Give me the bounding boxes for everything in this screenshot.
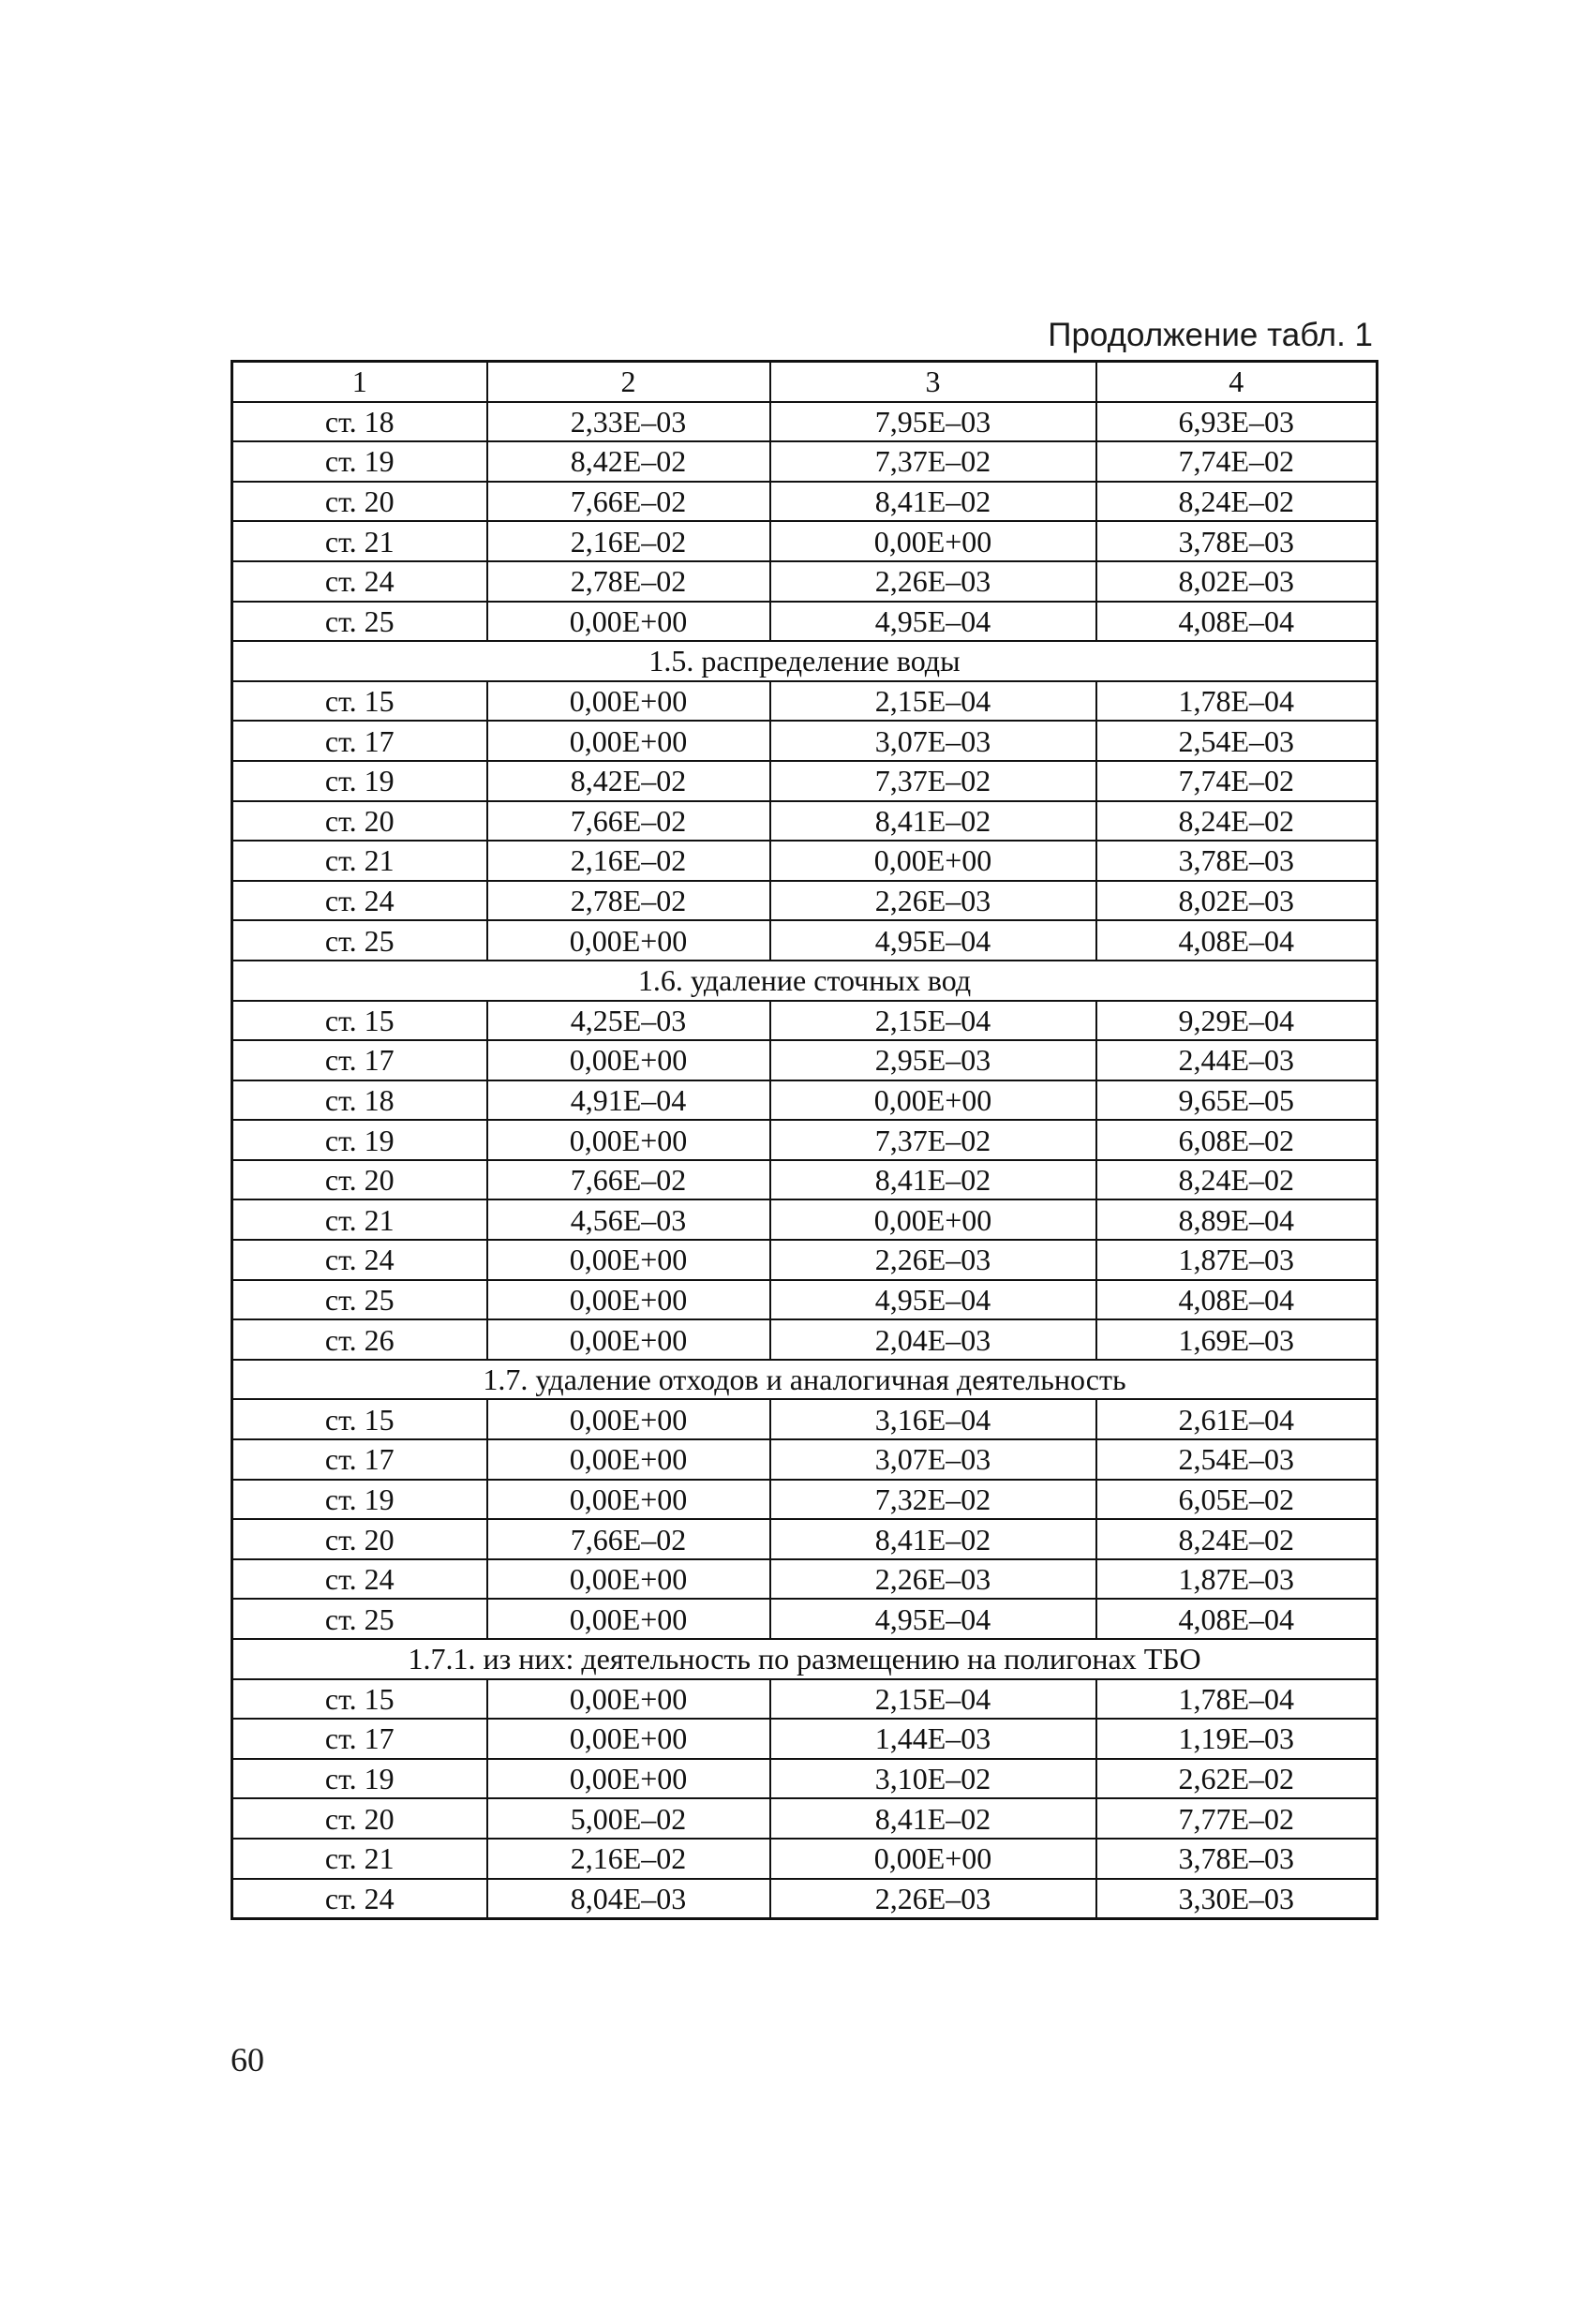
- value-cell: 2,04E–03: [770, 1319, 1096, 1360]
- row-label-cell: ст. 15: [232, 1679, 487, 1720]
- row-label-cell: ст. 19: [232, 1120, 487, 1160]
- value-cell: 8,24E–02: [1096, 482, 1378, 522]
- value-cell: 4,25E–03: [487, 1001, 770, 1041]
- table-row: [232, 1240, 1378, 1280]
- table-row: [232, 1080, 1378, 1121]
- value-cell: 2,16E–02: [487, 521, 770, 561]
- section-header-row: [232, 1360, 1378, 1400]
- value-cell: 1,87E–03: [1096, 1559, 1378, 1600]
- table-row: [232, 1160, 1378, 1200]
- table-row: [232, 1319, 1378, 1360]
- value-cell: 8,41E–02: [770, 801, 1096, 842]
- value-cell: 8,41E–02: [770, 482, 1096, 522]
- table-row: [232, 561, 1378, 602]
- table-row: [232, 1519, 1378, 1559]
- row-label-cell: ст. 19: [232, 441, 487, 482]
- value-cell: 0,00E+00: [770, 521, 1096, 561]
- row-label-cell: ст. 17: [232, 721, 487, 761]
- value-cell: 7,37E–02: [770, 761, 1096, 801]
- value-cell: 0,00E+00: [487, 1480, 770, 1520]
- row-label-cell: ст. 21: [232, 1839, 487, 1879]
- value-cell: 0,00E+00: [487, 1319, 770, 1360]
- value-cell: 3,78E–03: [1096, 841, 1378, 881]
- row-label-cell: ст. 15: [232, 681, 487, 722]
- value-cell: 8,24E–02: [1096, 1160, 1378, 1200]
- value-cell: 0,00E+00: [487, 1439, 770, 1480]
- value-cell: 1,78E–04: [1096, 681, 1378, 722]
- table-row: [232, 1199, 1378, 1240]
- value-cell: 9,65E–05: [1096, 1080, 1378, 1121]
- value-cell: 3,16E–04: [770, 1399, 1096, 1439]
- table-row: [232, 602, 1378, 642]
- value-cell: 4,91E–04: [487, 1080, 770, 1121]
- table-row: [232, 721, 1378, 761]
- section-title: 1.7. удаление отходов и аналогичная деятельность: [232, 1360, 1378, 1400]
- value-cell: 8,41E–02: [770, 1160, 1096, 1200]
- value-cell: 6,08E–02: [1096, 1120, 1378, 1160]
- value-cell: 1,87E–03: [1096, 1240, 1378, 1280]
- value-cell: 2,15E–04: [770, 1679, 1096, 1720]
- value-cell: 2,16E–02: [487, 841, 770, 881]
- value-cell: 0,00E+00: [770, 1080, 1096, 1121]
- section-header-row: [232, 1639, 1378, 1679]
- row-label-cell: ст. 24: [232, 881, 487, 921]
- column-header: 3: [770, 362, 1096, 402]
- value-cell: 2,33E–03: [487, 402, 770, 442]
- value-cell: 6,93E–03: [1096, 402, 1378, 442]
- value-cell: 7,37E–02: [770, 441, 1096, 482]
- table-row: [232, 1759, 1378, 1799]
- value-cell: 2,62E–02: [1096, 1759, 1378, 1799]
- value-cell: 2,95E–03: [770, 1040, 1096, 1080]
- value-cell: 7,77E–02: [1096, 1798, 1378, 1839]
- value-cell: 8,89E–04: [1096, 1199, 1378, 1240]
- row-label-cell: ст. 20: [232, 1798, 487, 1839]
- value-cell: 3,07E–03: [770, 721, 1096, 761]
- value-cell: 0,00E+00: [487, 602, 770, 642]
- row-label-cell: ст. 24: [232, 1240, 487, 1280]
- row-label-cell: ст. 20: [232, 482, 487, 522]
- value-cell: 0,00E+00: [487, 1040, 770, 1080]
- value-cell: 7,66E–02: [487, 1519, 770, 1559]
- page-number: 60: [231, 2041, 264, 2078]
- value-cell: 2,15E–04: [770, 1001, 1096, 1041]
- row-label-cell: ст. 24: [232, 1559, 487, 1600]
- value-cell: 4,95E–04: [770, 920, 1096, 961]
- row-label-cell: ст. 25: [232, 1280, 487, 1320]
- table-row: [232, 841, 1378, 881]
- value-cell: 2,54E–03: [1096, 1439, 1378, 1480]
- value-cell: 0,00E+00: [770, 841, 1096, 881]
- value-cell: 2,26E–03: [770, 561, 1096, 602]
- section-title: 1.6. удаление сточных вод: [232, 961, 1378, 1001]
- table-row: [232, 1001, 1378, 1041]
- column-header: 1: [232, 362, 487, 402]
- table-row: [232, 1719, 1378, 1759]
- row-label-cell: ст. 24: [232, 1879, 487, 1919]
- value-cell: 0,00E+00: [487, 1559, 770, 1600]
- value-cell: 0,00E+00: [487, 721, 770, 761]
- row-label-cell: ст. 18: [232, 1080, 487, 1121]
- value-cell: 4,08E–04: [1096, 602, 1378, 642]
- column-header: 4: [1096, 362, 1378, 402]
- table-header-row: [232, 362, 1378, 402]
- table-body: [232, 402, 1378, 1919]
- value-cell: 4,08E–04: [1096, 1599, 1378, 1639]
- value-cell: 8,42E–02: [487, 761, 770, 801]
- row-label-cell: ст. 17: [232, 1439, 487, 1480]
- row-label-cell: ст. 20: [232, 1160, 487, 1200]
- value-cell: 2,26E–03: [770, 1559, 1096, 1600]
- value-cell: 0,00E+00: [487, 1280, 770, 1320]
- value-cell: 7,95E–03: [770, 402, 1096, 442]
- value-cell: 4,56E–03: [487, 1199, 770, 1240]
- row-label-cell: ст. 19: [232, 761, 487, 801]
- value-cell: 2,26E–03: [770, 1240, 1096, 1280]
- table-row: [232, 1599, 1378, 1639]
- value-cell: 0,00E+00: [487, 1120, 770, 1160]
- table-row: [232, 1120, 1378, 1160]
- value-cell: 1,69E–03: [1096, 1319, 1378, 1360]
- row-label-cell: ст. 25: [232, 1599, 487, 1639]
- table-row: [232, 1879, 1378, 1919]
- row-label-cell: ст. 15: [232, 1399, 487, 1439]
- row-label-cell: ст. 17: [232, 1719, 487, 1759]
- value-cell: 1,44E–03: [770, 1719, 1096, 1759]
- value-cell: 2,26E–03: [770, 881, 1096, 921]
- value-cell: 4,95E–04: [770, 602, 1096, 642]
- row-label-cell: ст. 21: [232, 521, 487, 561]
- row-label-cell: ст. 25: [232, 920, 487, 961]
- row-label-cell: ст. 25: [232, 602, 487, 642]
- value-cell: 0,00E+00: [487, 1399, 770, 1439]
- value-cell: 2,54E–03: [1096, 721, 1378, 761]
- value-cell: 3,07E–03: [770, 1439, 1096, 1480]
- row-label-cell: ст. 20: [232, 801, 487, 842]
- section-header-row: [232, 641, 1378, 681]
- value-cell: 3,10E–02: [770, 1759, 1096, 1799]
- value-cell: 7,32E–02: [770, 1480, 1096, 1520]
- value-cell: 4,08E–04: [1096, 920, 1378, 961]
- table-row: [232, 1839, 1378, 1879]
- value-cell: 7,37E–02: [770, 1120, 1096, 1160]
- row-label-cell: ст. 20: [232, 1519, 487, 1559]
- value-cell: 7,66E–02: [487, 801, 770, 842]
- value-cell: 0,00E+00: [487, 1599, 770, 1639]
- table-row: [232, 1040, 1378, 1080]
- data-table: [231, 360, 1378, 1920]
- value-cell: 8,24E–02: [1096, 801, 1378, 842]
- value-cell: 0,00E+00: [487, 1240, 770, 1280]
- value-cell: 4,95E–04: [770, 1599, 1096, 1639]
- value-cell: 8,24E–02: [1096, 1519, 1378, 1559]
- value-cell: 2,26E–03: [770, 1879, 1096, 1919]
- value-cell: 0,00E+00: [770, 1199, 1096, 1240]
- row-label-cell: ст. 19: [232, 1759, 487, 1799]
- value-cell: 1,19E–03: [1096, 1719, 1378, 1759]
- value-cell: 2,78E–02: [487, 881, 770, 921]
- value-cell: 8,41E–02: [770, 1798, 1096, 1839]
- table-row: [232, 881, 1378, 921]
- table-row: [232, 1480, 1378, 1520]
- value-cell: 2,16E–02: [487, 1839, 770, 1879]
- table-row: [232, 1399, 1378, 1439]
- value-cell: 7,66E–02: [487, 1160, 770, 1200]
- value-cell: 8,41E–02: [770, 1519, 1096, 1559]
- table-row: [232, 1559, 1378, 1600]
- value-cell: 3,78E–03: [1096, 521, 1378, 561]
- row-label-cell: ст. 26: [232, 1319, 487, 1360]
- data-table-container: [231, 360, 1376, 1920]
- value-cell: 7,74E–02: [1096, 441, 1378, 482]
- value-cell: 0,00E+00: [487, 681, 770, 722]
- table-caption: Продолжение табл. 1: [1048, 317, 1373, 353]
- value-cell: 0,00E+00: [487, 920, 770, 961]
- value-cell: 6,05E–02: [1096, 1480, 1378, 1520]
- table-row: [232, 1679, 1378, 1720]
- value-cell: 8,02E–03: [1096, 561, 1378, 602]
- table-row: [232, 681, 1378, 722]
- value-cell: 8,04E–03: [487, 1879, 770, 1919]
- value-cell: 7,74E–02: [1096, 761, 1378, 801]
- table-row: [232, 402, 1378, 442]
- section-title: 1.7.1. из них: деятельность по размещению на полигонах ТБО: [232, 1639, 1378, 1679]
- table-row: [232, 1798, 1378, 1839]
- row-label-cell: ст. 15: [232, 1001, 487, 1041]
- value-cell: 8,42E–02: [487, 441, 770, 482]
- value-cell: 0,00E+00: [487, 1719, 770, 1759]
- value-cell: 5,00E–02: [487, 1798, 770, 1839]
- table-row: [232, 801, 1378, 842]
- table-row: [232, 761, 1378, 801]
- value-cell: 0,00E+00: [770, 1839, 1096, 1879]
- section-title: 1.5. распределение воды: [232, 641, 1378, 681]
- value-cell: 0,00E+00: [487, 1759, 770, 1799]
- row-label-cell: ст. 17: [232, 1040, 487, 1080]
- value-cell: 4,08E–04: [1096, 1280, 1378, 1320]
- value-cell: 9,29E–04: [1096, 1001, 1378, 1041]
- section-header-row: [232, 961, 1378, 1001]
- table-row: [232, 1439, 1378, 1480]
- value-cell: 7,66E–02: [487, 482, 770, 522]
- table-row: [232, 441, 1378, 482]
- table-row: [232, 521, 1378, 561]
- value-cell: 8,02E–03: [1096, 881, 1378, 921]
- value-cell: 2,15E–04: [770, 681, 1096, 722]
- value-cell: 2,78E–02: [487, 561, 770, 602]
- row-label-cell: ст. 21: [232, 1199, 487, 1240]
- row-label-cell: ст. 19: [232, 1480, 487, 1520]
- table-row: [232, 920, 1378, 961]
- value-cell: 3,78E–03: [1096, 1839, 1378, 1879]
- value-cell: 2,61E–04: [1096, 1399, 1378, 1439]
- value-cell: 3,30E–03: [1096, 1879, 1378, 1919]
- value-cell: 4,95E–04: [770, 1280, 1096, 1320]
- column-header: 2: [487, 362, 770, 402]
- row-label-cell: ст. 24: [232, 561, 487, 602]
- table-row: [232, 482, 1378, 522]
- value-cell: 1,78E–04: [1096, 1679, 1378, 1720]
- row-label-cell: ст. 18: [232, 402, 487, 442]
- row-label-cell: ст. 21: [232, 841, 487, 881]
- value-cell: 2,44E–03: [1096, 1040, 1378, 1080]
- value-cell: 0,00E+00: [487, 1679, 770, 1720]
- table-row: [232, 1280, 1378, 1320]
